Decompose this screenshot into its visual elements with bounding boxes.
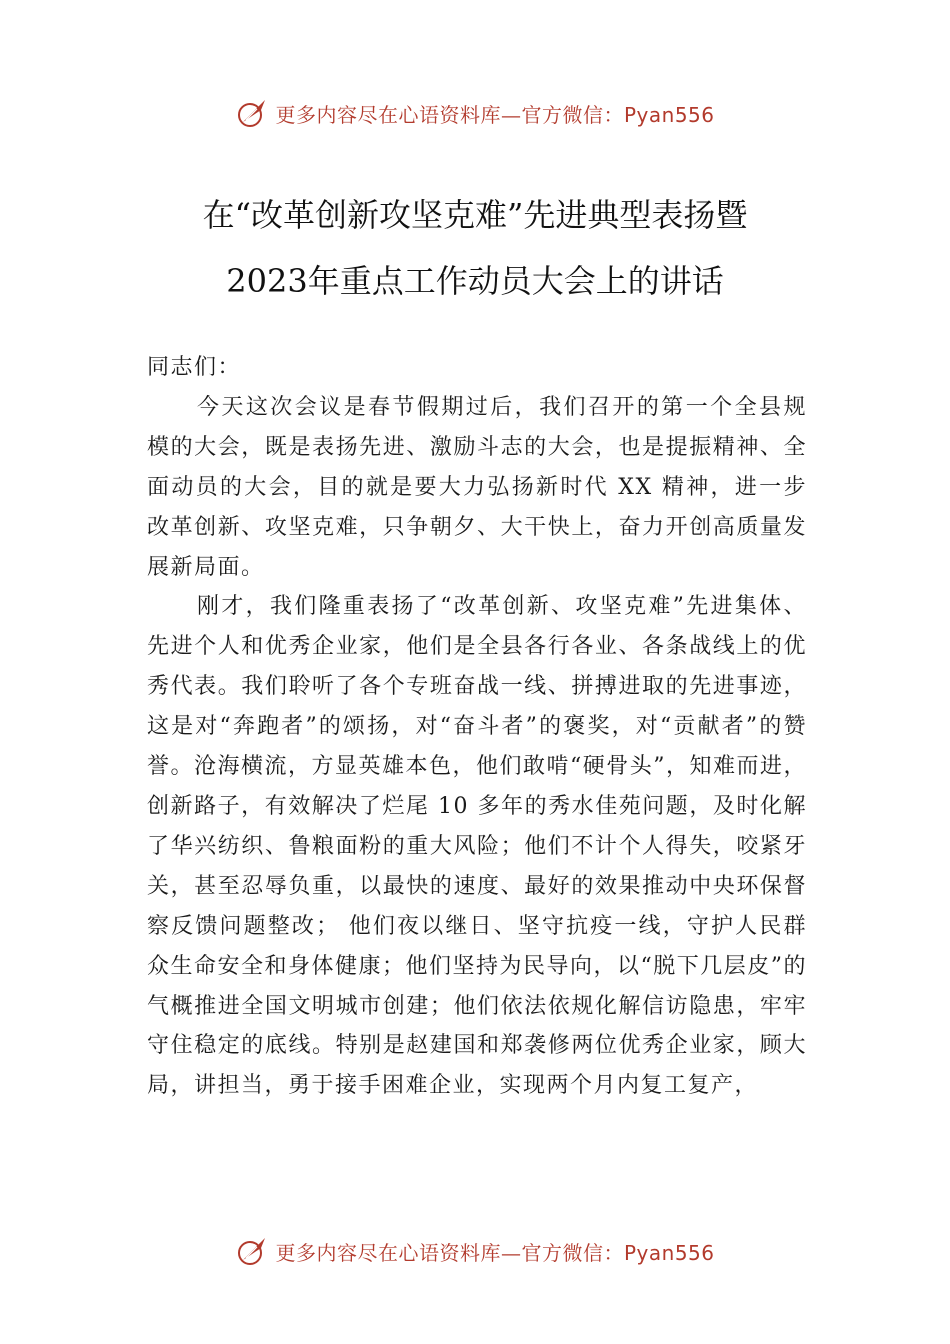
watermark-footer bbox=[0, 1234, 950, 1268]
quill-logo-icon bbox=[235, 1234, 269, 1268]
document-title-line1: 在“改革创新攻坚克难”先进典型表扬暨 bbox=[202, 196, 748, 234]
salutation: 同志们： bbox=[147, 355, 242, 380]
paragraph: 今天这次会议是春节假期过后，我们召开的第一个全县规模的大会，既是表扬先进、激励斗志的大会，也是提振精神、全面动员的大会，目的就是要大力弘扬新时代 XX 精神，进一步改革创新、攻坚克难，只争朝夕、大干快上，奋力开创高质量发展新局面。 bbox=[147, 394, 807, 580]
quill-logo-icon bbox=[235, 96, 269, 130]
watermark-header bbox=[0, 96, 950, 130]
paragraph: 刚才，我们隆重表扬了“改革创新、攻坚克难”先进集体、先进个人和优秀企业家，他们是全县各行各业、各条战线上的优秀代表。我们聆听了各个专班奋战一线、拼搏进取的先进事迹，这是对“奔跑者”的颂扬，对“奋斗者”的褒奖，对“贡献者”的赞誉。沧海横流，方显英雄本色，他们敢啃“硬骨头”，知难而进，创新路子，有效解决了烂尾 10 多年的秀水佳苑问题，及时化解了华兴纺织、鲁粮面粉的重大风险；他们不计个人得失，咬紧牙关，甚至忍辱负重，以最快的速度、最好的效果推动中央环保督察反馈问题整改； 他们夜以继日、坚守抗疫一线，守护人民群众生命安全和身体健康；他们坚持为民导向，以“脱下几层皮”的气概推进全国文明城市创建；他们依法依规化解信访隐患，牢牢守住稳定的底线。特别是赵建国和郑袭修两位优秀企业家，顾大局，讲担当，勇于接手困难企业，实现两个月内复工复产， bbox=[147, 594, 807, 1099]
document-title-line2: 2023年重点工作动员大会上的讲话 bbox=[226, 262, 724, 300]
document-body bbox=[147, 348, 807, 1106]
watermark-text: 更多内容尽在心语资料库—官方微信：Pyan556 bbox=[275, 102, 715, 127]
watermark-text: 更多内容尽在心语资料库—官方微信：Pyan556 bbox=[275, 1240, 715, 1265]
